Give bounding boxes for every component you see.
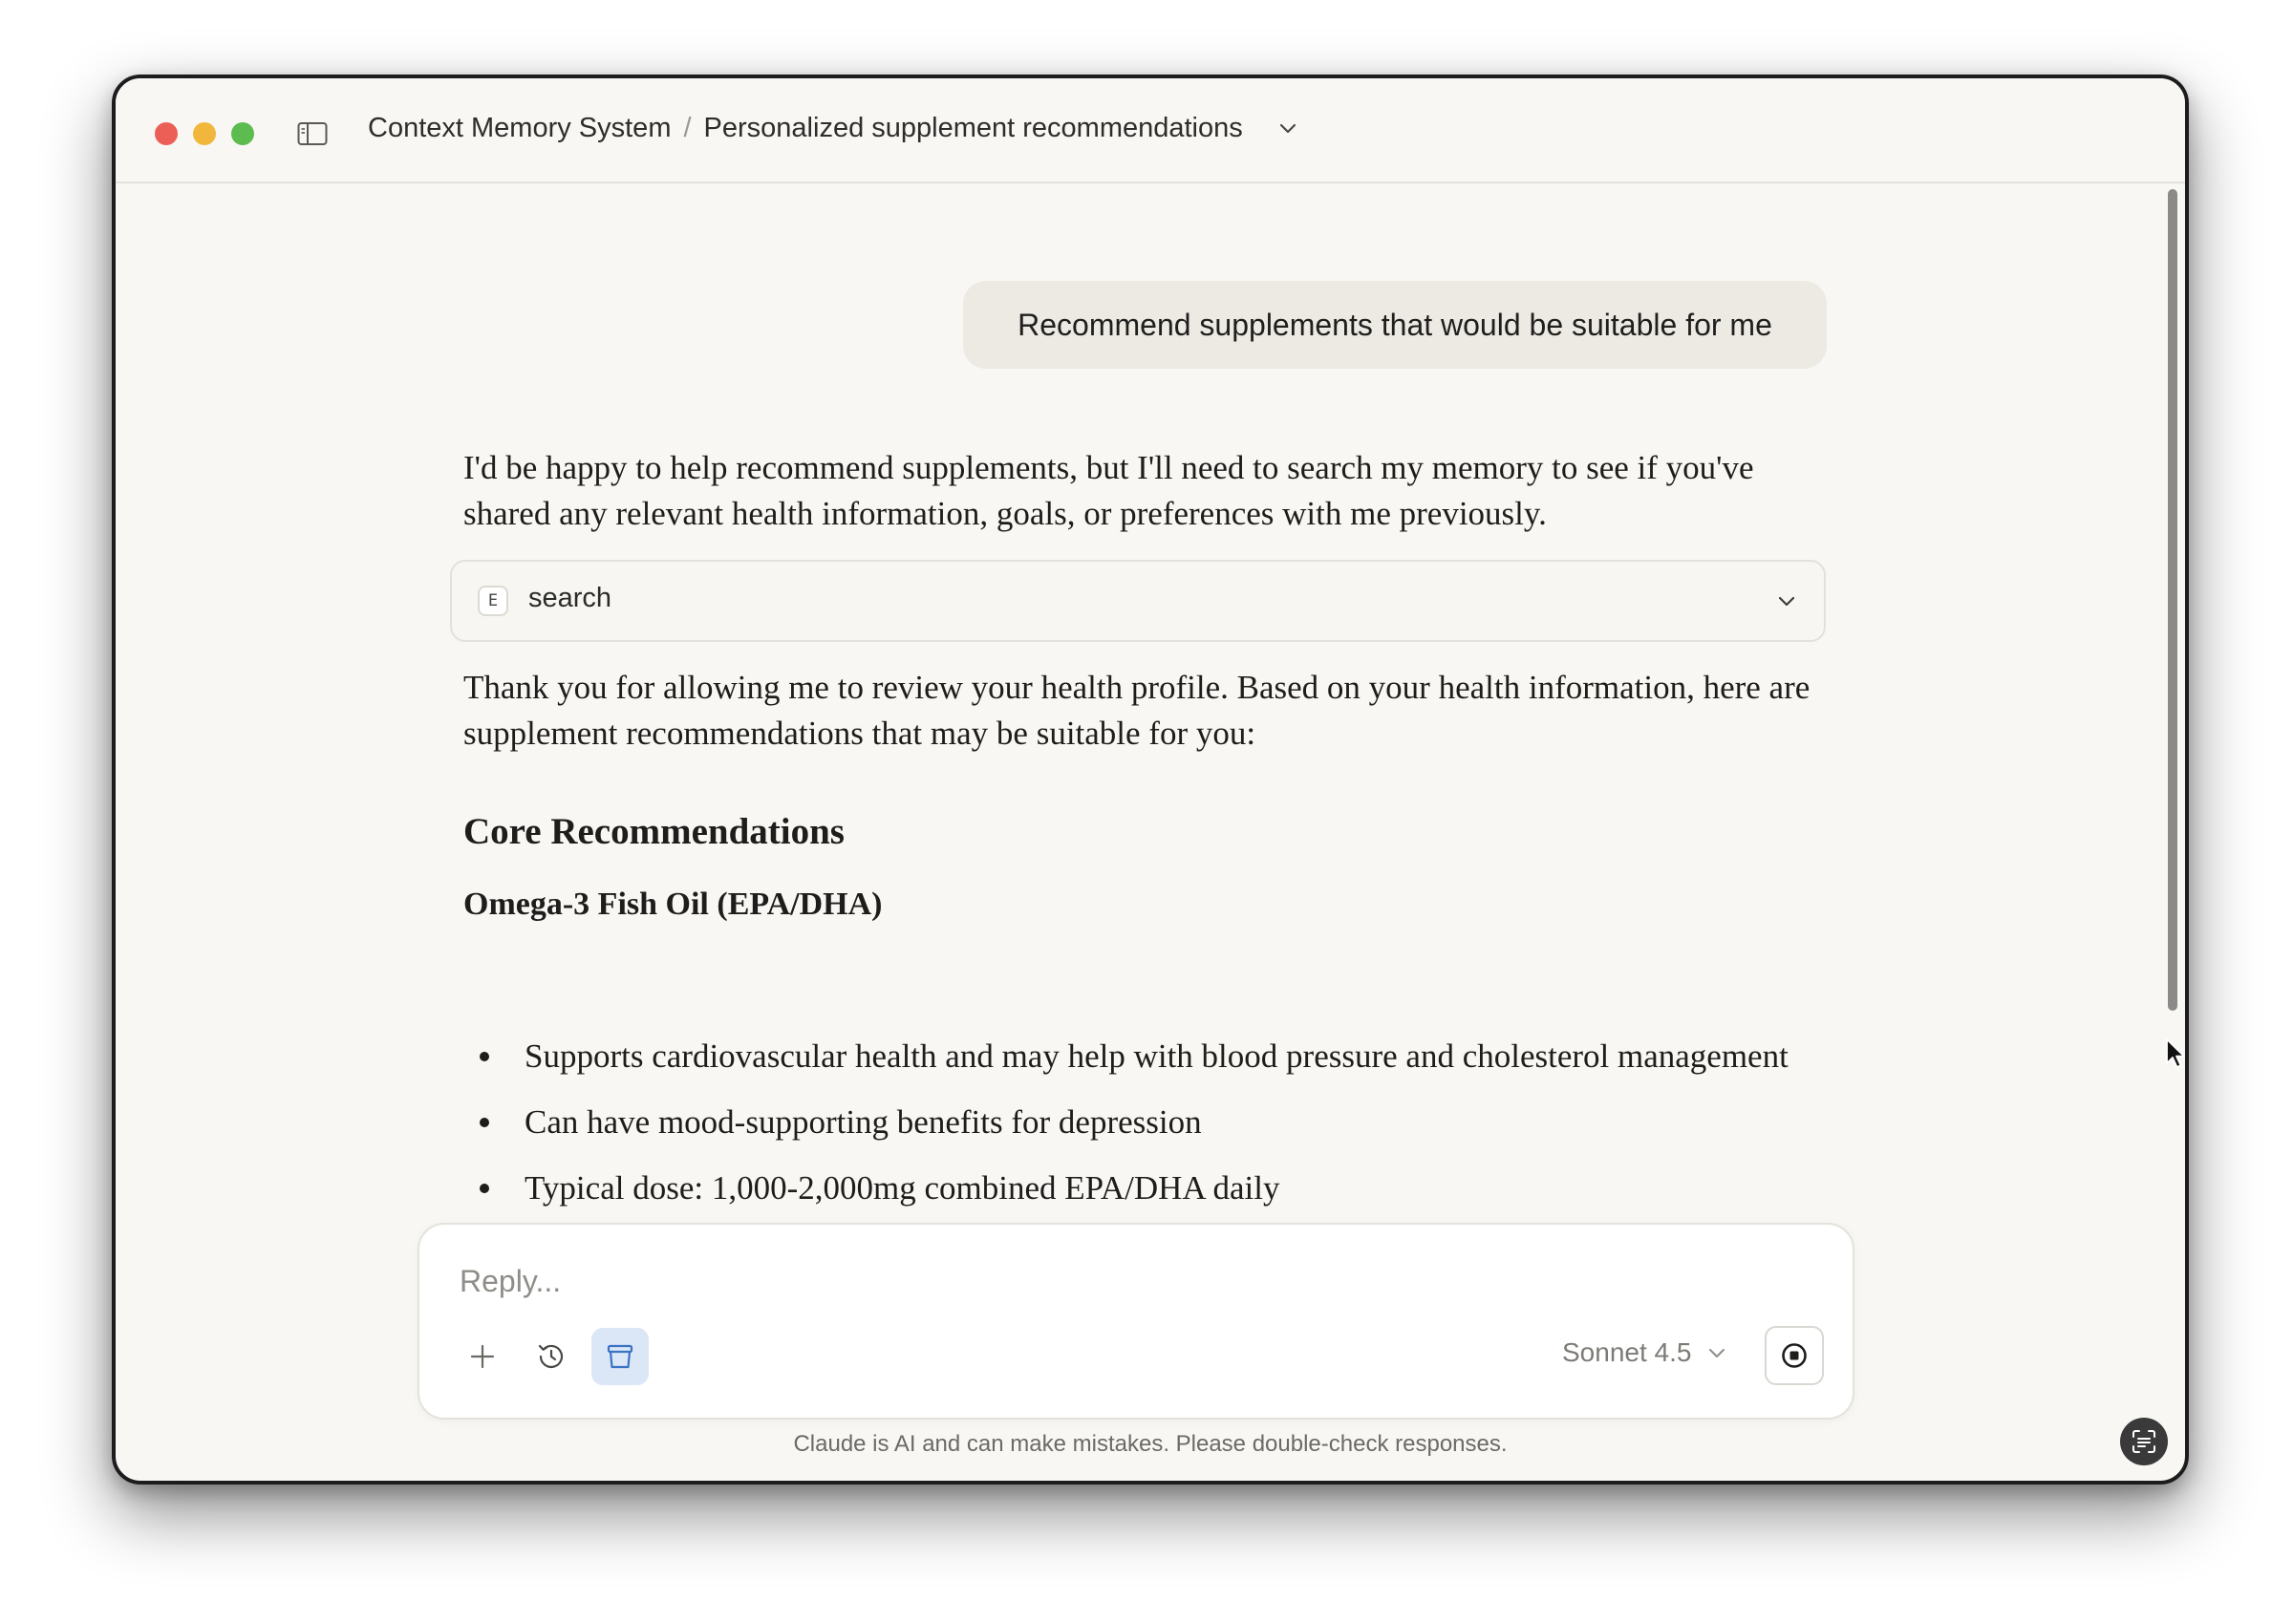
archive-box-button[interactable] (591, 1328, 649, 1385)
scrollbar-thumb[interactable] (2168, 189, 2177, 1011)
assistant-intro-text: I'd be happy to help recommend supplements, but I'll need to search my memory to see if you've shared any relevant health information, goals, or preferences with me previously. (463, 449, 1754, 532)
item-heading: Omega-3 Fish Oil (EPA/DHA) (463, 887, 883, 922)
model-name: Sonnet 4.5 (1562, 1337, 1692, 1367)
history-button[interactable] (523, 1328, 580, 1385)
breadcrumb-conversation-title[interactable]: Personalized supplement recommendations (703, 113, 1243, 143)
breadcrumb (368, 113, 1300, 144)
list-item: Can have mood-supporting benefits for depression (463, 1098, 1820, 1147)
archive-box-icon (605, 1341, 635, 1372)
assistant-followup-text: Thank you for allowing me to review your health profile. Based on your health information, here are supplement recommendations that may be suitable for you: (463, 669, 1811, 752)
tool-call-label: search (528, 583, 612, 613)
app-window (112, 75, 2189, 1485)
maximize-window-button[interactable] (231, 122, 254, 145)
user-message (963, 281, 1827, 369)
mouse-cursor-icon (2165, 1037, 2186, 1070)
title-bar (116, 78, 2185, 183)
recommendation-list (463, 1032, 1820, 1229)
close-window-button[interactable] (155, 122, 178, 145)
plus-icon (468, 1342, 497, 1371)
clock-history-icon (535, 1340, 568, 1373)
chevron-down-icon[interactable] (1774, 589, 1799, 614)
scan-text-icon (2131, 1428, 2157, 1455)
list-item: Typical dose: 1,000-2,000mg combined EPA/DHA daily (463, 1164, 1820, 1213)
reply-input[interactable] (458, 1259, 1608, 1303)
user-message-text: Recommend supplements that would be suitable for me (1018, 307, 1772, 342)
breadcrumb-separator: / (683, 113, 692, 143)
sidebar-toggle-icon[interactable] (297, 120, 328, 147)
screen-capture-button[interactable] (2120, 1418, 2168, 1465)
stop-icon (1780, 1341, 1809, 1370)
breadcrumb-project[interactable]: Context Memory System (368, 113, 672, 143)
stop-generation-button[interactable] (1765, 1326, 1824, 1385)
tool-badge: E (478, 586, 508, 616)
tool-call-search[interactable] (450, 560, 1826, 642)
minimize-window-button[interactable] (193, 122, 216, 145)
list-item: Supports cardiovascular health and may help with blood pressure and cholesterol management (463, 1032, 1820, 1081)
add-attachment-button[interactable] (454, 1328, 511, 1385)
composer (418, 1223, 1854, 1420)
disclaimer-text: Claude is AI and can make mistakes. Please double-check responses. (793, 1431, 1508, 1457)
section-heading: Core Recommendations (463, 811, 845, 852)
chevron-down-icon (1706, 1342, 1727, 1363)
model-selector[interactable] (1562, 1337, 1727, 1368)
chevron-down-icon[interactable] (1275, 117, 1300, 141)
